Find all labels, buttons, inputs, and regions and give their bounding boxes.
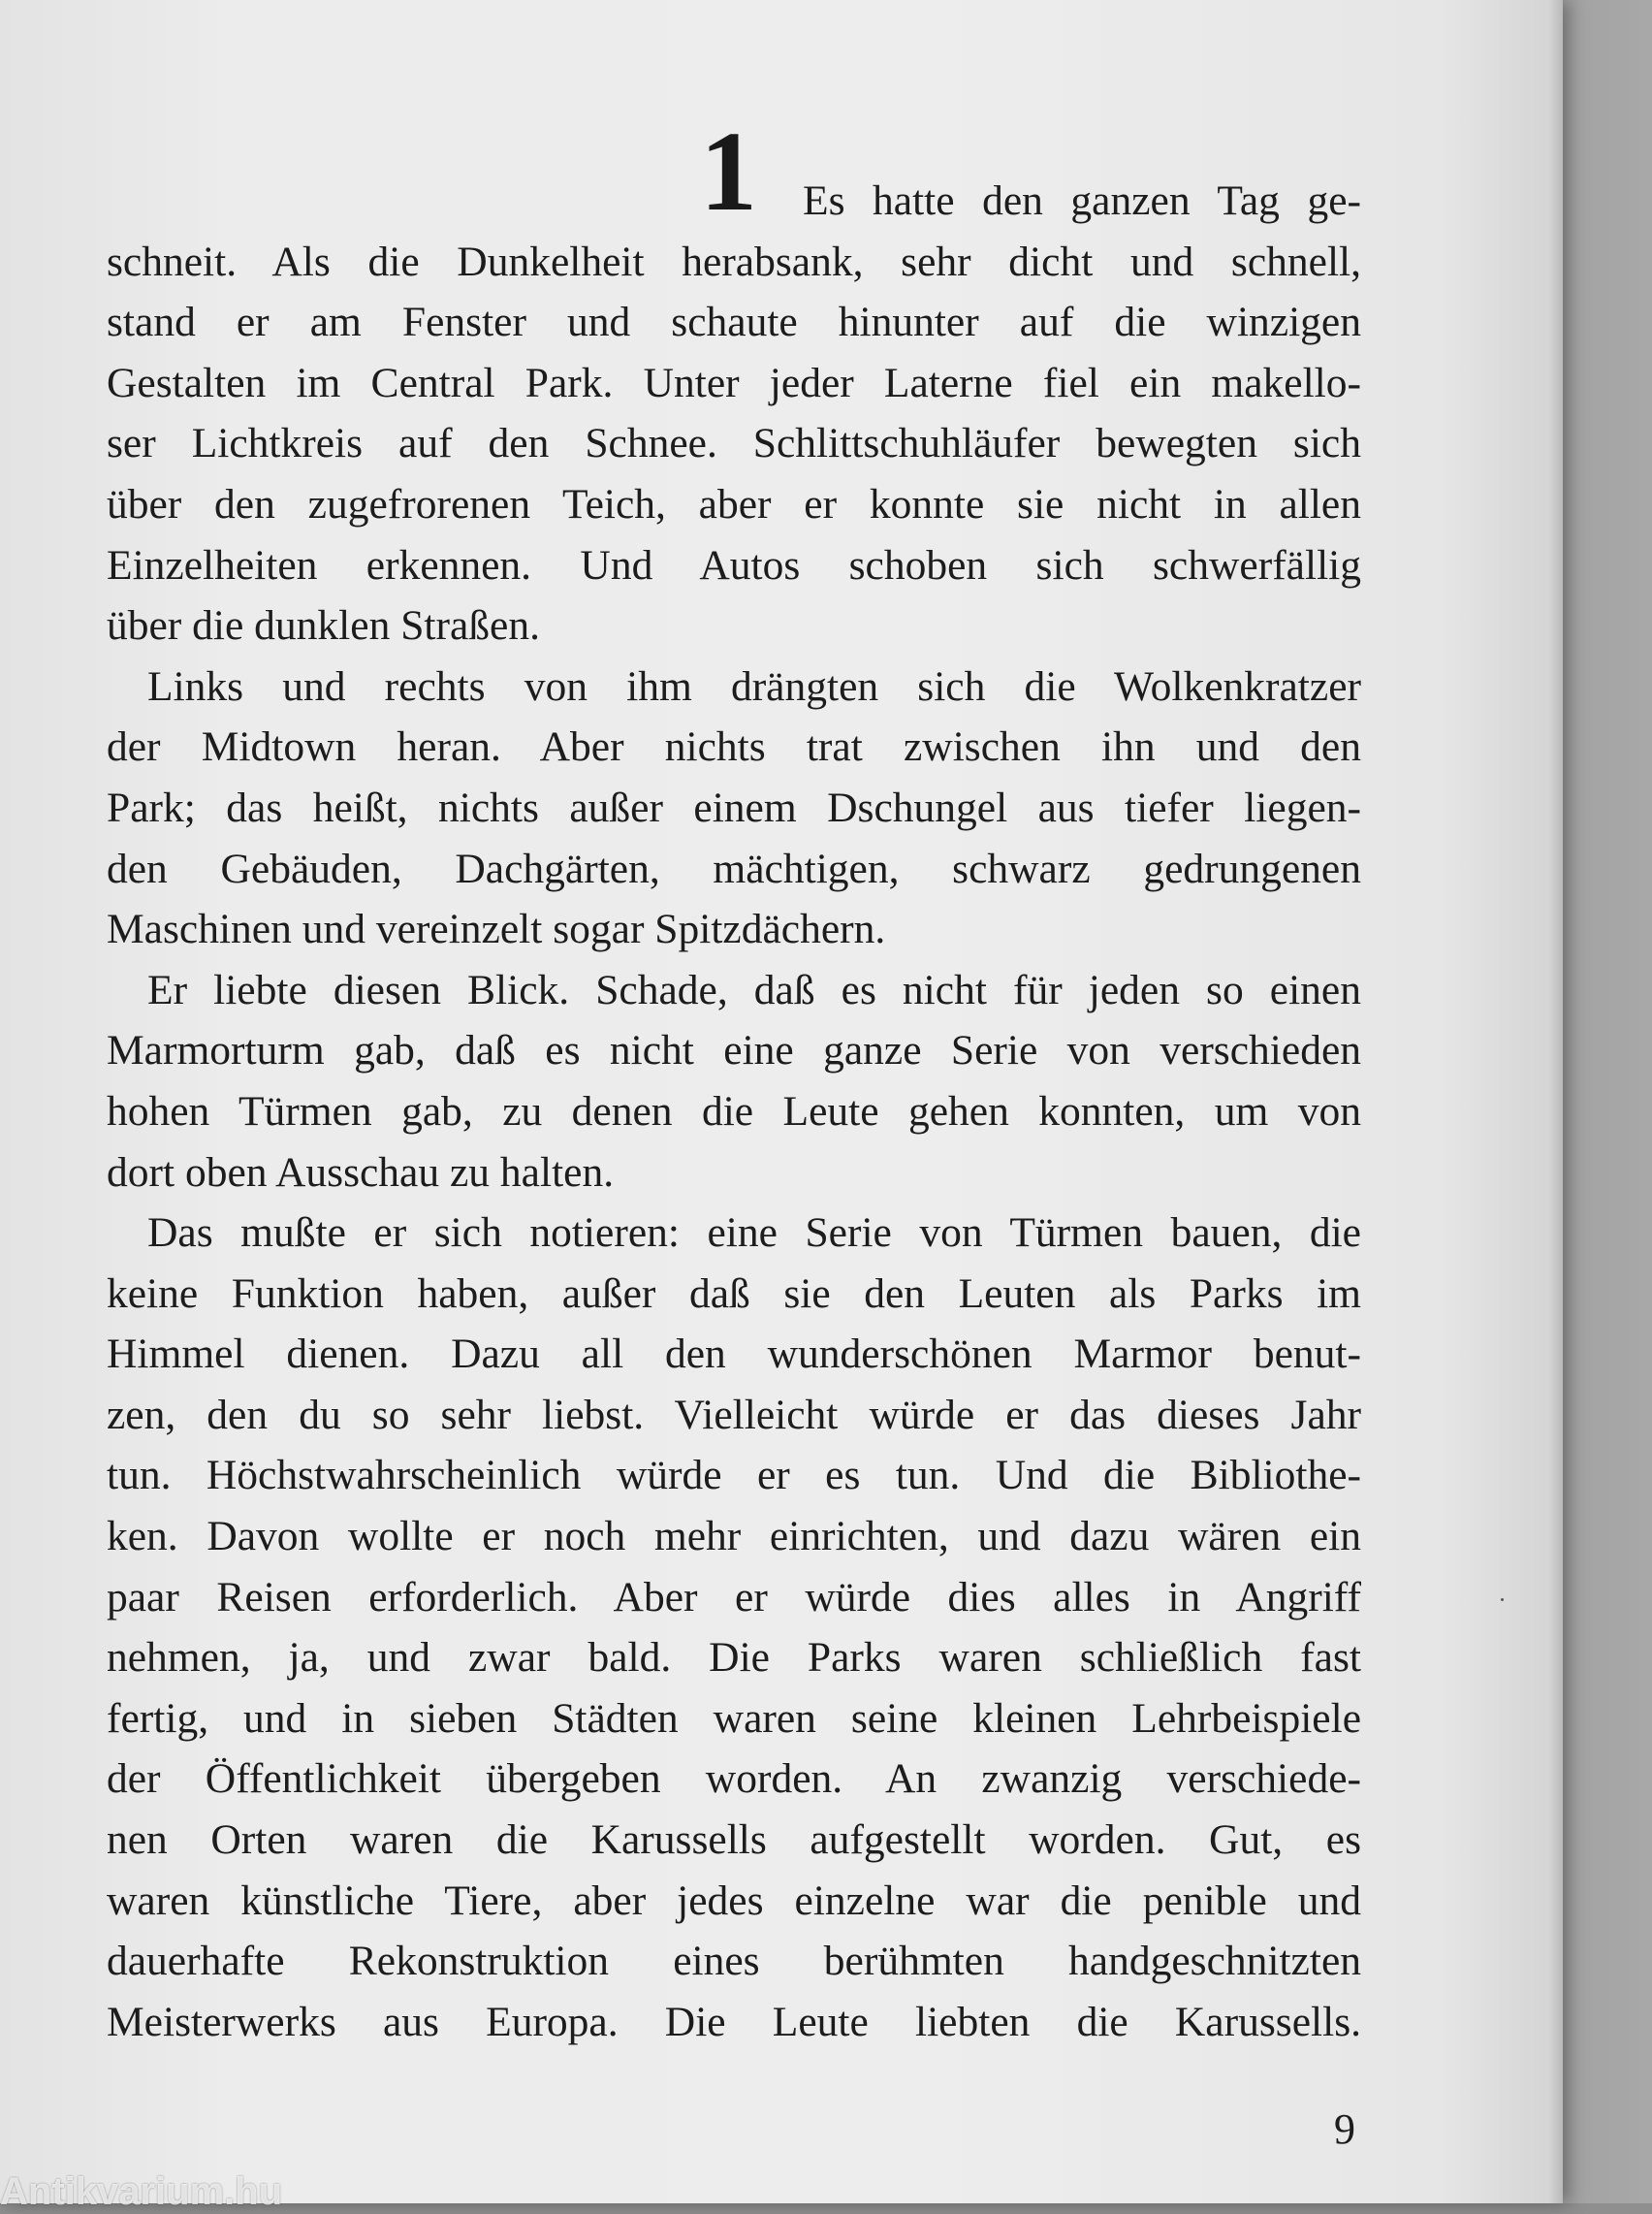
- text-line: Gestalten im Central Park. Unter jeder Laterne fiel ein makello-: [107, 359, 1361, 406]
- text-line: stand er am Fenster und schaute hinunter auf die winzigen: [107, 299, 1361, 346]
- body-text: [107, 171, 1361, 2052]
- text-line: Er liebte diesen Blick. Schade, daß es nicht für jeden so einen: [147, 966, 1361, 1013]
- text-line: nehmen, ja, und zwar bald. Die Parks waren schließlich fast: [107, 1634, 1361, 1682]
- text-line: Das mußte er sich notieren: eine Serie von Türmen bauen, die: [147, 1209, 1361, 1257]
- text-line: Links und rechts von ihm drängten sich die Wolkenkratzer: [147, 662, 1361, 710]
- text-line: hohen Türmen gab, zu denen die Leute gehen konnten, um von: [107, 1087, 1361, 1135]
- text-line: über den zugefrorenen Teich, aber er konnte sie nicht in allen: [107, 480, 1361, 528]
- text-line: dort oben Ausschau zu halten.: [107, 1148, 615, 1196]
- text-line: Maschinen und vereinzelt sogar Spitzdächern.: [107, 906, 886, 953]
- text-line: Meisterwerks aus Europa. Die Leute liebten die Karussells.: [107, 1998, 1361, 2045]
- text-line: den Gebäuden, Dachgärten, mächtigen, schwarz gedrungenen: [107, 845, 1361, 892]
- text-line: der Öffentlichkeit übergeben worden. An zwanzig verschiede-: [107, 1755, 1361, 1803]
- text-line: zen, den du so sehr liebst. Vielleicht würde er das dieses Jahr: [107, 1391, 1361, 1438]
- text-line: Park; das heißt, nichts außer einem Dschungel aus tiefer liegen-: [107, 784, 1361, 831]
- text-line: dauerhafte Rekonstruktion eines berühmten handgeschnitzten: [107, 1938, 1361, 1985]
- text-line: Marmorturm gab, daß es nicht eine ganze Serie von verschieden: [107, 1027, 1361, 1075]
- text-line: keine Funktion haben, außer daß sie den Leuten als Parks im: [107, 1269, 1361, 1317]
- text-line: ser Lichtkreis auf den Schnee. Schlittschuhläufer bewegten sich: [107, 420, 1361, 467]
- text-line: über die dunklen Straßen.: [107, 602, 540, 650]
- text-line: Himmel dienen. Dazu all den wunderschönen Marmor benut-: [107, 1331, 1361, 1378]
- text-line: fertig, und in sieben Städten waren seine kleinen Lehrbeispiele: [107, 1694, 1361, 1742]
- text-line: nen Orten waren die Karussells aufgestellt worden. Gut, es: [107, 1816, 1361, 1864]
- text-line: der Midtown heran. Aber nichts trat zwischen ihn und den: [107, 723, 1361, 771]
- text-line: Einzelheiten erkennen. Und Autos schoben sich schwerfällig: [107, 541, 1361, 589]
- text-line: tun. Höchstwahrscheinlich würde er es tun. Und die Bibliothe-: [107, 1452, 1361, 1499]
- text-line: schneit. Als die Dunkelheit herabsank, sehr dicht und schnell,: [107, 238, 1361, 285]
- page-number: 9: [1334, 2105, 1355, 2153]
- text-line: paar Reisen erforderlich. Aber er würde dies alles in Angriff: [107, 1573, 1361, 1620]
- text-line: waren künstliche Tiere, aber jedes einzelne war die penible und: [107, 1877, 1361, 1924]
- paper-speck: [1501, 1598, 1504, 1601]
- chapter-number: 1: [700, 108, 757, 235]
- page-edge-shadow: [1549, 0, 1563, 2203]
- text-line: Es hatte den ganzen Tag ge-: [803, 177, 1361, 224]
- watermark-logo: Antikvarium.hu: [0, 2170, 283, 2213]
- text-line: ken. Davon wollte er noch mehr einrichten, und dazu wären ein: [107, 1513, 1361, 1560]
